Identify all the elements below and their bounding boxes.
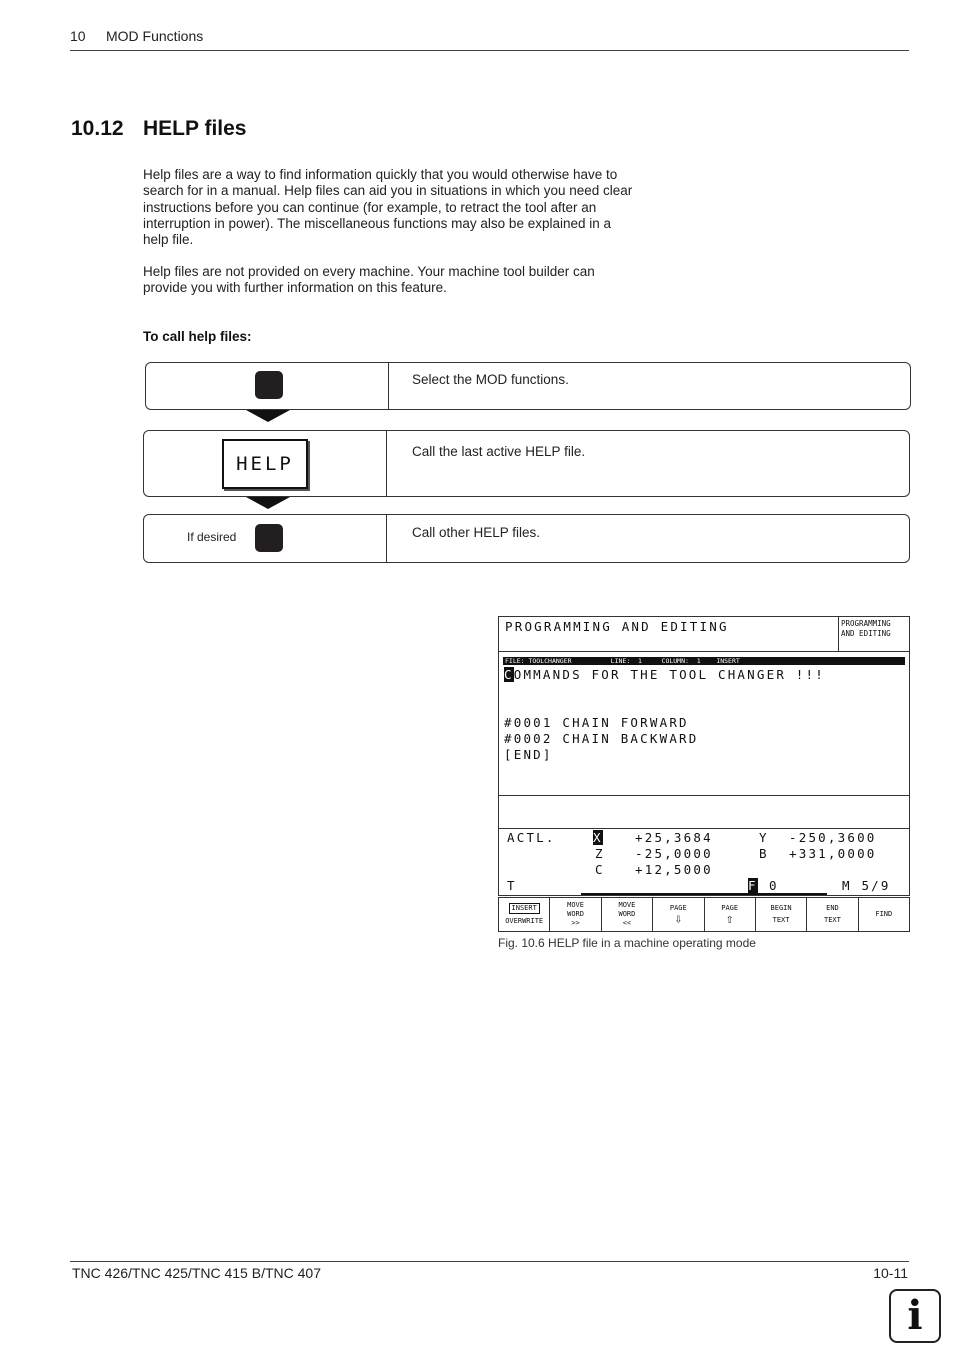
feed-label: F xyxy=(748,878,758,893)
axis-z-label: Z xyxy=(595,846,605,861)
screen-program-line-1 xyxy=(504,667,825,682)
softkey-label: WORD xyxy=(618,910,636,918)
softkey-find[interactable] xyxy=(859,898,909,931)
softkey-end-text[interactable] xyxy=(807,898,858,931)
figure-caption: Fig. 10.6 HELP file in a machine operating mode xyxy=(498,936,756,950)
axis-y-label: Y xyxy=(759,830,769,845)
axis-c-value: +12,5000 xyxy=(635,862,713,877)
axis-x-value: +25,3684 xyxy=(635,830,713,845)
section-title xyxy=(71,117,246,141)
procedure-heading: To call help files: xyxy=(143,329,252,344)
screen-status-line: FILE: TOOLCHANGER LINE: 1 COLUMN: 1 INSERT xyxy=(503,657,905,665)
m-function-value: M 5/9 xyxy=(842,878,891,893)
info-icon: i xyxy=(889,1289,941,1343)
softkey-insert-overwrite[interactable] xyxy=(499,898,550,931)
step-1-description: Select the MOD functions. xyxy=(412,372,569,387)
softkey-page-down[interactable] xyxy=(653,898,704,931)
availability-paragraph: Help files are not provided on every machine. Your machine tool builder can provide you with further information on this feature. xyxy=(143,264,595,296)
softkey-label: FIND xyxy=(875,910,893,918)
axis-z-value: -25,0000 xyxy=(635,846,713,861)
step-divider xyxy=(386,515,387,562)
softkey-label: MOVE xyxy=(618,901,636,909)
screen-rule xyxy=(499,828,909,829)
softkey-label: INSERT xyxy=(509,903,540,914)
step-1 xyxy=(145,362,911,410)
tool-label: T xyxy=(507,878,517,893)
screen-program-line: [END] xyxy=(504,747,553,762)
help-key: HELP xyxy=(222,439,308,489)
screen-rule xyxy=(499,651,909,652)
section-number: 10.12 xyxy=(71,117,124,140)
axis-x-label: X xyxy=(593,830,603,845)
section-title-text: HELP files xyxy=(143,117,247,140)
line-1-text: OMMANDS FOR THE TOOL CHANGER !!! xyxy=(513,667,825,682)
screen-rule xyxy=(499,795,909,796)
step-3 xyxy=(143,514,910,563)
screen-cursor: C xyxy=(504,667,514,682)
softkey-label: << xyxy=(622,919,632,927)
page-up-arrow-icon: ⇧ xyxy=(725,911,734,927)
running-header xyxy=(70,28,203,44)
position-label: ACTL. xyxy=(507,830,556,845)
softkey-label: END xyxy=(826,904,839,912)
step-3-condition: If desired xyxy=(187,530,237,544)
softkey-label: TEXT xyxy=(824,916,841,924)
softkey-label: PAGE xyxy=(721,903,739,912)
mod-key-icon xyxy=(255,371,283,399)
axis-b-label: B xyxy=(759,846,769,861)
softkey-move-word-back[interactable] xyxy=(602,898,653,931)
down-arrow-icon xyxy=(246,410,290,422)
axis-y-value: -250,3600 xyxy=(789,830,877,845)
footer-rule xyxy=(70,1261,909,1262)
chapter-number: 10 xyxy=(70,28,86,44)
screen-bottom-bar xyxy=(581,893,827,895)
header-rule xyxy=(70,50,909,51)
footer-page-number: 10-11 xyxy=(873,1265,908,1281)
softkey-page-up[interactable] xyxy=(705,898,756,931)
axis-c-label: C xyxy=(595,862,605,877)
screen-program-line: #0001 CHAIN FORWARD xyxy=(504,715,689,730)
feed-value: 0 xyxy=(769,878,779,893)
cnc-screen xyxy=(498,616,910,896)
intro-paragraph: Help files are a way to find information quickly that you would otherwise have to search for in a manual. Help files can aid you in situations in which you need clear instructions before you can continue (for example, to retract the tool after an interruption in power). The miscellaneous functions may also be explained in a help file. xyxy=(143,167,633,248)
screen-mode-box xyxy=(838,617,909,651)
mode-box-line-1: PROGRAMMING xyxy=(841,619,891,628)
down-arrow-icon xyxy=(246,497,290,509)
footer-models: TNC 426/TNC 425/TNC 415 B/TNC 407 xyxy=(72,1265,321,1281)
step-divider xyxy=(388,363,389,409)
next-key-icon xyxy=(255,524,283,552)
softkey-move-word-forward[interactable] xyxy=(550,898,601,931)
step-2-description: Call the last active HELP file. xyxy=(412,444,586,459)
softkey-label: OVERWRITE xyxy=(505,917,544,925)
softkey-label: >> xyxy=(571,919,580,927)
softkey-label: MOVE xyxy=(567,901,584,909)
softkey-label: PAGE xyxy=(669,903,687,912)
softkey-row xyxy=(498,897,910,932)
page-down-arrow-icon: ⇩ xyxy=(674,911,683,927)
softkey-label: TEXT xyxy=(772,916,790,924)
step-divider xyxy=(386,431,387,496)
screen-mode-title: PROGRAMMING AND EDITING xyxy=(505,619,729,634)
axis-b-value: +331,0000 xyxy=(789,846,877,861)
softkey-label: BEGIN xyxy=(770,904,792,912)
softkey-begin-text[interactable] xyxy=(756,898,807,931)
mode-box-line-2: AND EDITING xyxy=(841,629,891,638)
step-3-description: Call other HELP files. xyxy=(412,525,541,540)
chapter-title: MOD Functions xyxy=(106,28,204,44)
softkey-label: WORD xyxy=(567,910,584,918)
step-2 xyxy=(143,430,910,497)
screen-program-line: #0002 CHAIN BACKWARD xyxy=(504,731,699,746)
